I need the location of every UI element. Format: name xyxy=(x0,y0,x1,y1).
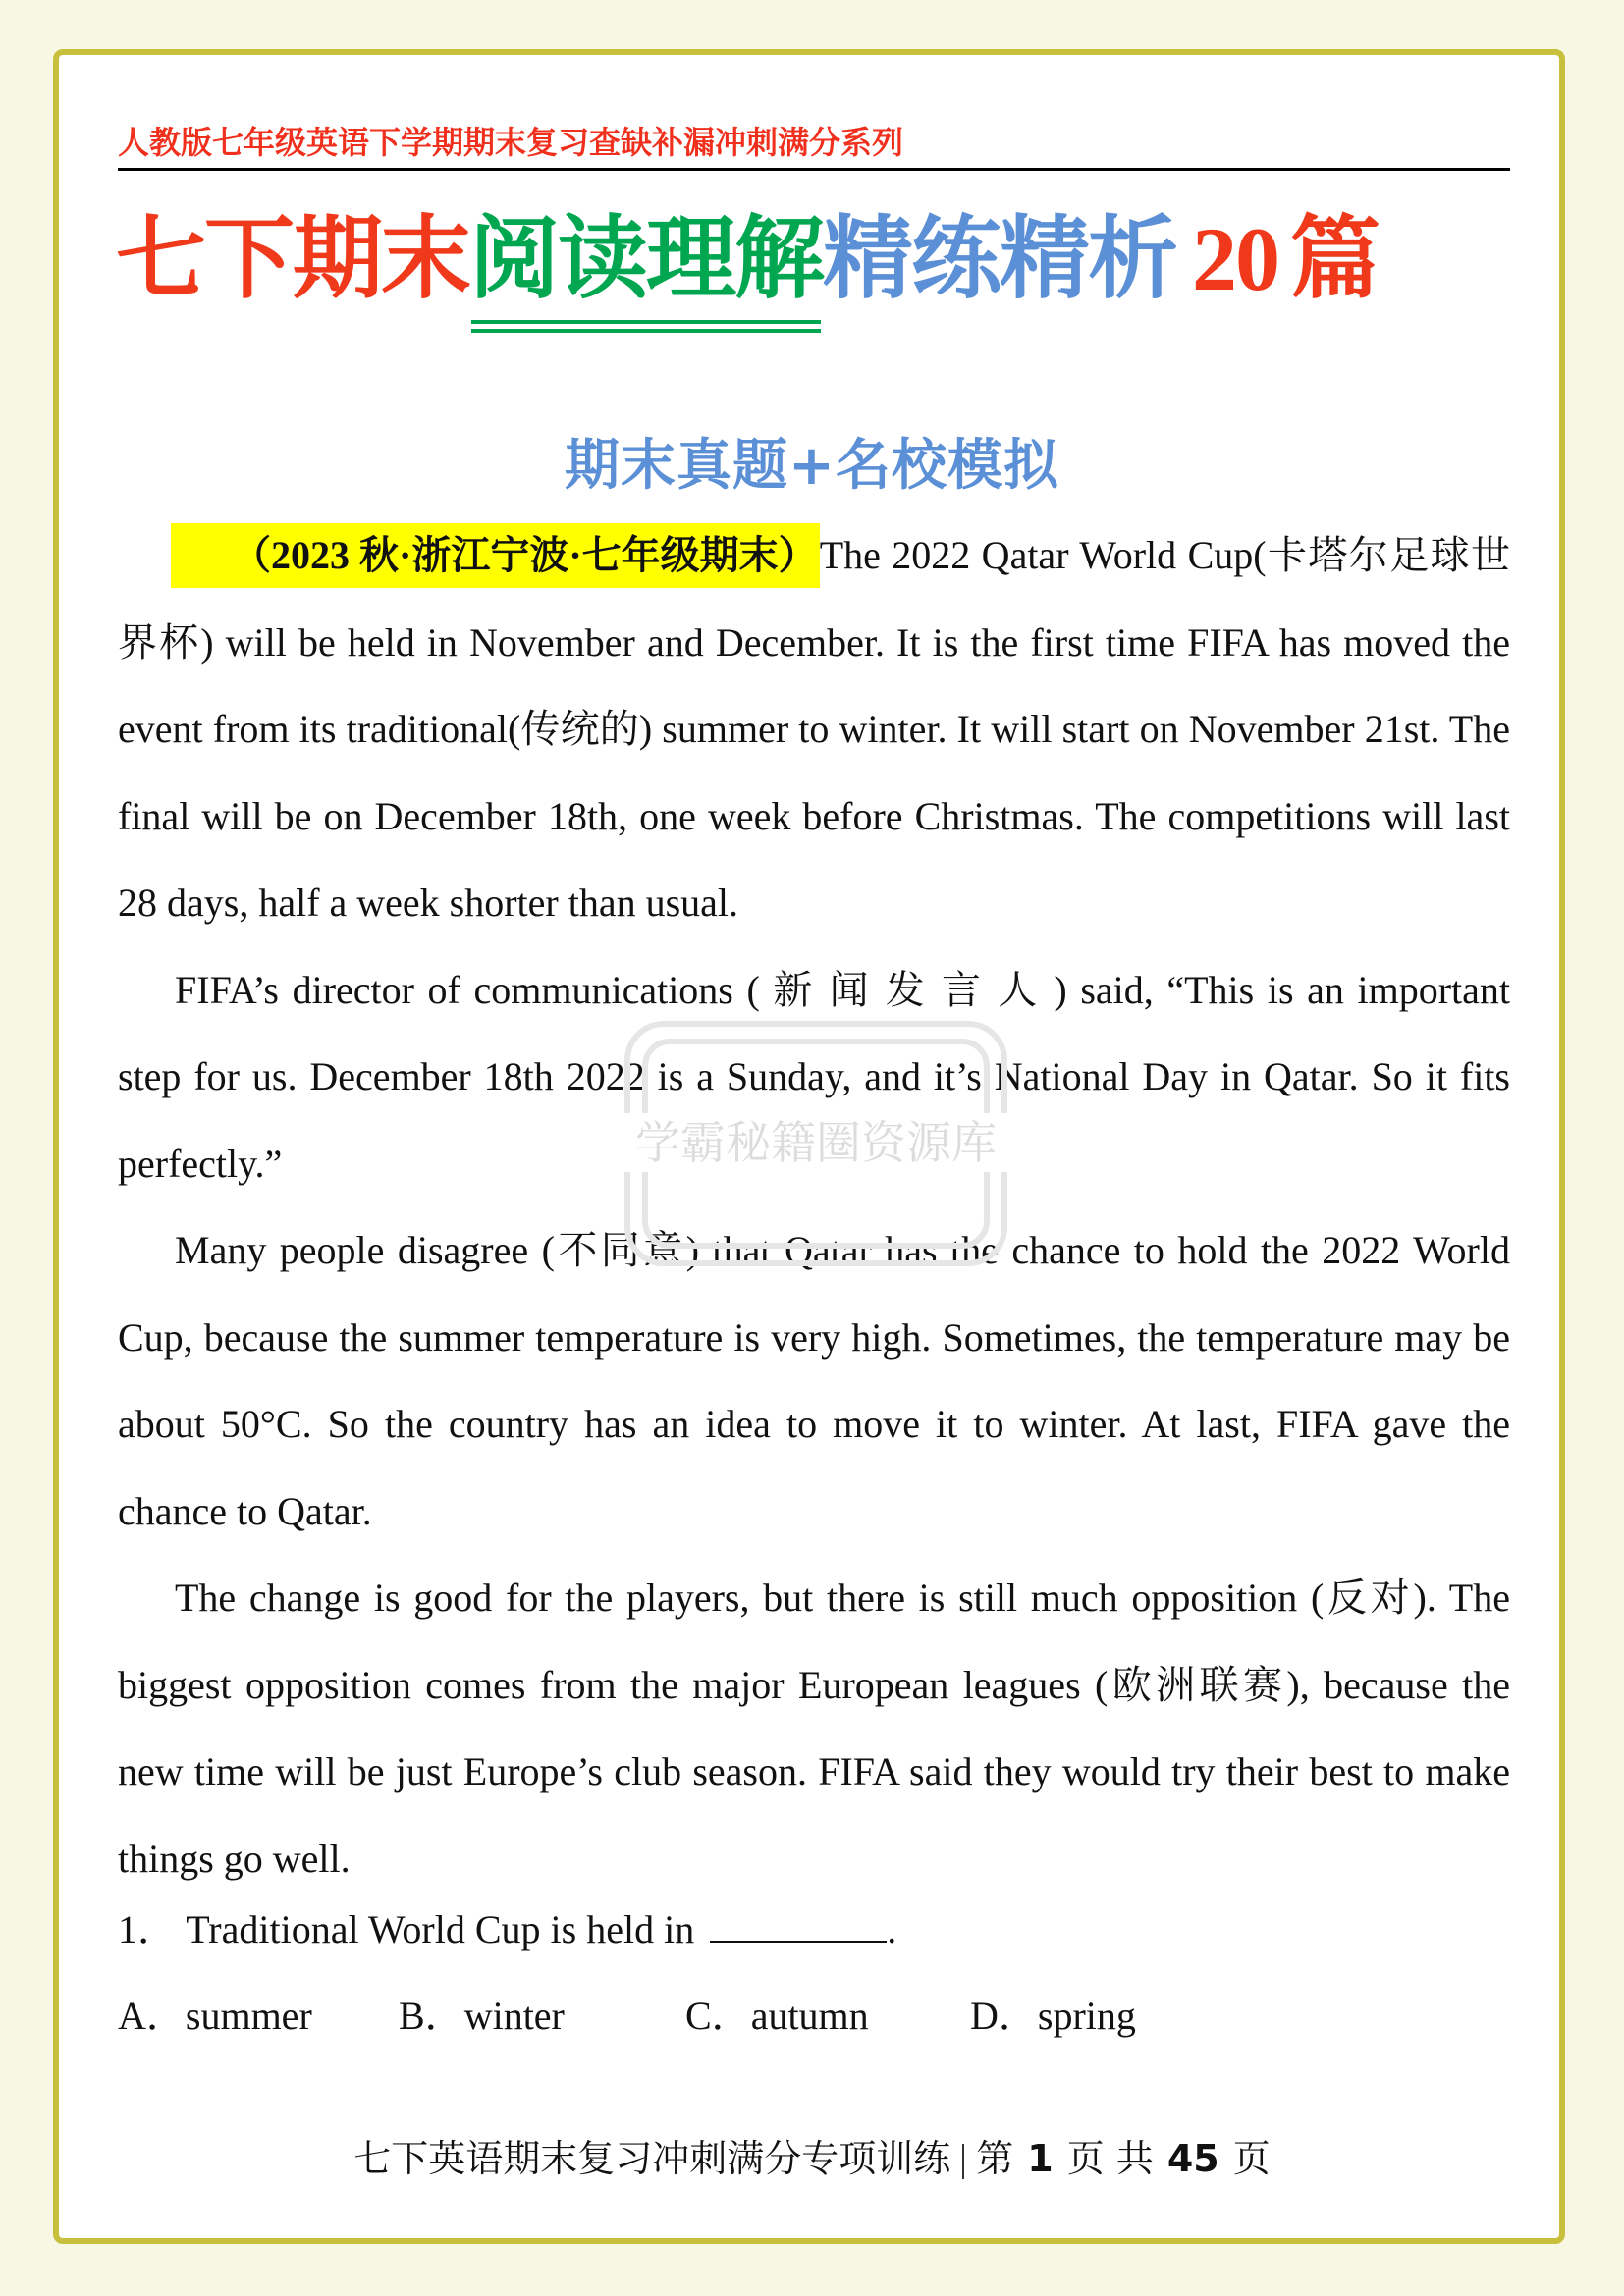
title-part-blue: 精练精析 xyxy=(823,206,1177,311)
passage-paragraph-1 xyxy=(118,512,1510,947)
question-number: 1． xyxy=(118,1907,177,1951)
footer-separator xyxy=(962,2144,964,2179)
answer-blank[interactable] xyxy=(710,1905,887,1943)
footer-page-current: 1 xyxy=(1027,2137,1054,2180)
source-tag: （2023 秋·浙江宁波·七年级期末） xyxy=(171,523,820,588)
passage-paragraph-4: The change is good for the players, but there is still much opposition (反对). The biggest opposition comes from the major European leagues (欧洲联赛), because the new time will be just Europe’s club season. FIFA said they would try their best to make things go well. xyxy=(118,1575,1510,1881)
page-footer xyxy=(0,2128,1624,2182)
option-letter: A． xyxy=(118,1994,186,2038)
option-letter: C． xyxy=(685,1994,751,2038)
footer-label: 七下英语期末复习冲刺满分专项训练 xyxy=(353,2137,951,2180)
reading-passage xyxy=(118,512,1510,1902)
series-header: 人教版七年级英语下学期期末复习查缺补漏冲刺满分系列 xyxy=(118,125,904,160)
footer-page-total: 45 xyxy=(1166,2137,1219,2180)
title-part-red: 七下期末 xyxy=(116,206,470,311)
option-letter: B． xyxy=(399,1994,464,2038)
question-stem: Traditional World Cup is held in xyxy=(186,1907,695,1951)
option-c[interactable] xyxy=(685,1985,869,2041)
question-1 xyxy=(118,1898,896,1954)
subtitle: 期末真题+名校模拟 xyxy=(565,434,1059,498)
title-number: 20 xyxy=(1192,209,1279,309)
footer-page-mid: 页 共 xyxy=(1066,2137,1154,2180)
option-letter: D． xyxy=(970,1994,1038,2038)
title-part-green-underlined: 阅读理解 xyxy=(469,206,824,311)
passage-paragraph-3: Many people disagree (不同意) that Qatar has the chance to hold the 2022 World Cup, because the summer temperature is very high. Sometimes, the temperature may be about 50°C. So the country has an idea to move it to winter. At last, FIFA gave the chance to Qatar. xyxy=(118,1228,1510,1533)
footer-page-suffix: 页 xyxy=(1232,2137,1271,2180)
option-text: spring xyxy=(1037,1994,1136,2038)
option-text: autumn xyxy=(750,1994,869,2038)
page-title xyxy=(116,206,1380,311)
option-text: winter xyxy=(463,1994,565,2038)
option-d[interactable] xyxy=(970,1985,1136,2041)
option-text: summer xyxy=(185,1994,312,2038)
title-unit: 篇 xyxy=(1290,206,1380,311)
option-a[interactable] xyxy=(118,1985,312,2041)
header-divider xyxy=(118,168,1510,171)
question-end: . xyxy=(887,1907,897,1951)
option-b[interactable] xyxy=(399,1985,565,2041)
passage-paragraph-2: FIFA’s director of communications ( 新 闻 发 言 人 ) said, “This is an important step for us. December 18th 2022 is a Sunday, and it’s National Day in Qatar. So it fits perfectly.” xyxy=(118,967,1510,1186)
paragraph-text: The 2022 Qatar World Cup(卡塔尔足球世界杯) will be held in November and December. It is the first time FIFA has moved the event from its traditional(传统的) summer to winter. It will start on November 21st. The final will be on December 18th, one week before Christmas. The competitions will last 28 days, half a week shorter than usual. xyxy=(118,533,1510,925)
footer-page-prefix: 第 xyxy=(976,2137,1014,2180)
watermark-text: 学霸秘籍圈资源库 xyxy=(619,1113,1013,1172)
